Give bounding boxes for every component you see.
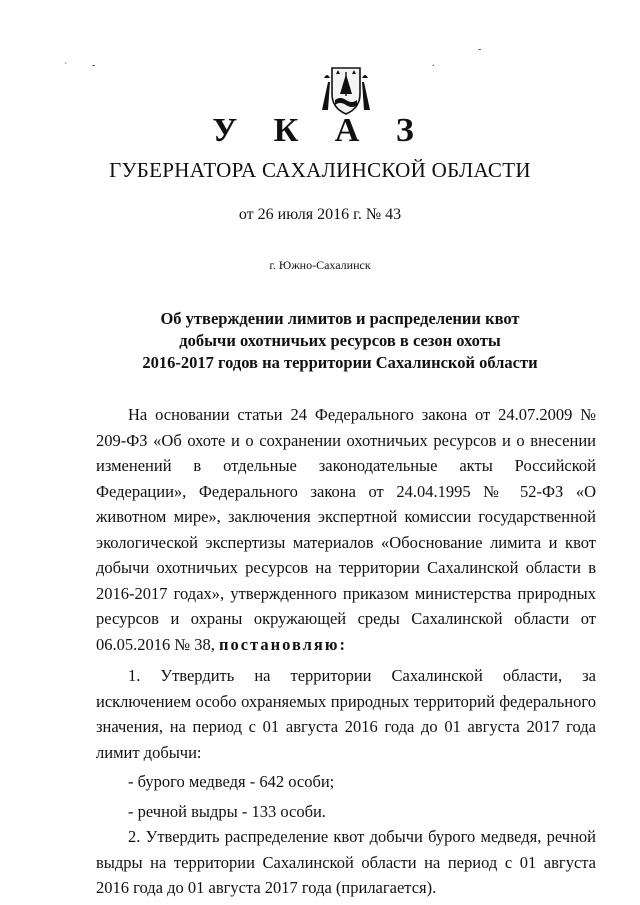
decree-body	[96, 402, 596, 901]
preamble-paragraph	[96, 402, 596, 657]
decree-word: постановляю:	[219, 634, 347, 654]
decree-heading	[120, 308, 560, 374]
limit-item-otter: - речной выдры - 133 особи.	[128, 801, 326, 821]
decree-title: У К А З	[212, 112, 428, 149]
preamble-text: На основании статьи 24 Федерального закона от 24.07.2009 № 209-ФЗ «Об охоте и о сохранении охотничьих ресурсов и о внесении изменений в отдельные законодательные акты Российской Федерации», Федерального закона от 24.04.1995 № 52-ФЗ «О животном мире», заключения экспертной комиссии государственной экологической экспертизы материалов «Обоснование лимита и квот добычи охотничьих ресурсов на территории Сахалинской области в 2016-2017 годах», утвержденного приказом министерства природных ресурсов и охраны окружающей среды Сахалинской области от 06.05.2016 № 38,	[96, 405, 596, 654]
date-number-line: от 26 июля 2016 г. № 43	[238, 206, 402, 223]
city-line: г. Южно-Сахалинск	[269, 258, 371, 272]
decree-page: ` - . - У К А З ГУБЕРНАТОРА САХАЛИНСКОЙ ОБЛАСТИ от 26 июля 2016 г. № 43 г. Южно-Сахалинск Об утверждении лимитов и распределении квот добычи охотничьих ресурсов в сезон охоты 2016-2017 годов на территории Сахалинской области На основании статьи 24 Федерального закона от 24.07.2009 № 209-ФЗ «Об охоте и о сохранении охотничьих ресурсов и о внесении изменений в отдельные законодательные акты Российской Федерации», Федерального закона от 24.04.1995 № 52-ФЗ «О животном мире», заключения экспертной комиссии государственной экологической экспертизы материалов «Обоснование лимита и квот добычи охотничьих ресурсов на территории Сахалинской области в 2016-2017 годах», утвержденного приказом министерства природных ресурсов и охраны окружающей среды Сахалинской области от 06.05.2016 № 38, постановляю: 1. Утвердить на территории Сахалинской области, за исключением особо охраняемых природных территорий федерального значения, на период с 01 августа 2016 года до 01 августа 2017 года лимит добычи: - бурого медведя - 642 особи; - речной выдры - 133 особи. 2. Утвердить распределение квот добычи бурого медведя, речной выдры на территории Сахалинской области на период с 01 августа 2016 года до 01 августа 2017 года (прилагается).	[0, 0, 640, 905]
limit-item-bear: - бурого медведя - 642 особи;	[128, 772, 335, 791]
emblem-icon	[318, 60, 374, 116]
point-2: 2. Утвердить распределение квот добычи бурого медведя, речной выдры на территории Сахалинской области на период с 01 августа 2016 года до 01 августа 2017 года (прилагается).	[96, 827, 596, 897]
heading-line: 2016-2017 годов на территории Сахалинской области	[142, 353, 538, 372]
heading-line: Об утверждении лимитов и распределении квот	[160, 309, 520, 328]
heading-line: добычи охотничьих ресурсов в сезон охоты	[179, 331, 501, 350]
point-1: 1. Утвердить на территории Сахалинской области, за исключением особо охраняемых природных территорий федерального значения, на период с 01 августа 2016 года до 01 августа 2017 года лимит добычи:	[96, 666, 596, 762]
issuer-subtitle: ГУБЕРНАТОРА САХАЛИНСКОЙ ОБЛАСТИ	[109, 158, 531, 182]
